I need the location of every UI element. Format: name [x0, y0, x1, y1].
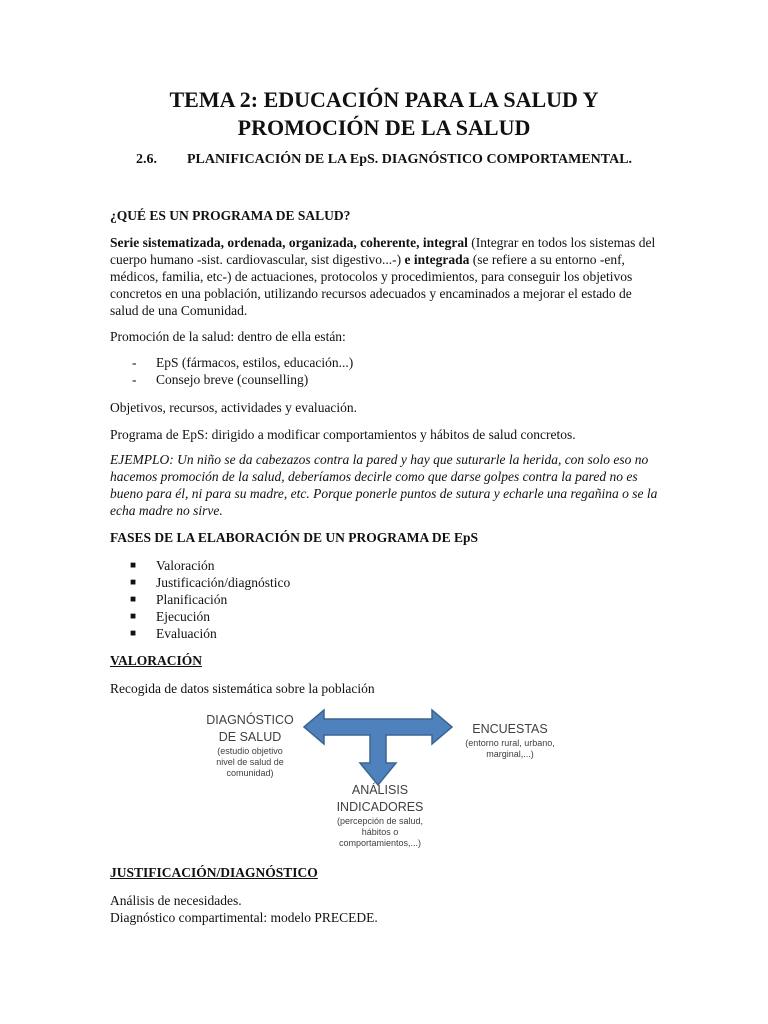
list-item: ■ Justificación/diagnóstico — [130, 575, 291, 590]
definition-part1: Serie sistematizada, ordenada, organizada, coherente, integral — [110, 235, 468, 250]
definition-part4: (se refiere a su entorno -enf, médicos, familia, etc-) de actuaciones, protocolos y procedimientos, para conseguir los objetivos concretos en una población, utilizando recursos adecuados y encaminados a mejorar el estado de salud de una Comunidad. — [110, 252, 633, 318]
valoracion-diagram — [200, 705, 560, 855]
fases-list — [110, 557, 290, 642]
heading-justificacion: JUSTIFICACIÓN/DIAGNÓSTICO — [110, 865, 318, 880]
t-arrow-shape — [304, 710, 452, 785]
document-title-line1: TEMA 2: EDUCACIÓN PARA LA SALUD Y — [169, 87, 599, 112]
ejemplo-paragraph: EJEMPLO: Un niño se da cabezazos contra la pared y hay que suturarle la herida, con solo eso no hacemos promoción de la salud, deberíamos decirle como que darse golpes contra la pared no es bueno para él, ni para su madre, etc. Porque ponerle puntos de sutura y echarle una regañina o se la echa madre no sirve. — [110, 452, 658, 518]
promocion-line: Promoción de la salud: dentro de ella están: — [110, 329, 346, 344]
list-item: - Consejo breve (counselling) — [132, 372, 309, 387]
heading-valoracion: VALORACIÓN — [110, 653, 203, 668]
list-item: ■ Ejecución — [130, 609, 210, 624]
programa-line: Programa de EpS: dirigido a modificar comportamientos y hábitos de salud concretos. — [110, 427, 576, 442]
list-item: ■ Evaluación — [130, 626, 217, 641]
diagnostico-salud-label: DIAGNÓSTICO DE SALUD (estudio objetivo nivel de salud de comunidad) — [206, 713, 294, 778]
document-title-line2: PROMOCIÓN DE LA SALUD — [237, 115, 531, 140]
valoracion-text: Recogida de datos sistemática sobre la población — [110, 681, 375, 696]
list-item: ■ Valoración — [130, 558, 215, 573]
list-item: - EpS (fármacos, estilos, educación...) — [132, 355, 354, 370]
justificacion-line1: Análisis de necesidades. — [110, 893, 242, 908]
section-subtitle — [0, 152, 768, 168]
analisis-indicadores-label: ANÁLISIS INDICADORES (percepción de salud, hábitos o comportamientos,...) — [336, 783, 424, 848]
encuestas-label: ENCUESTAS (entorno rural, urbano, marginal,...) — [465, 722, 555, 759]
objetivos-line: Objetivos, recursos, actividades y evaluación. — [110, 400, 358, 415]
list-item: ■ Planificación — [130, 592, 228, 607]
definition-part2: (Integrar en todos los sistemas del cuerpo humano -sist. cardiovascular, sist digestivo...-) — [110, 235, 656, 267]
heading-que-es-programa: ¿QUÉ ES UN PROGRAMA DE SALUD? — [110, 208, 351, 223]
promocion-list — [110, 354, 353, 388]
heading-fases: FASES DE LA ELABORACIÓN DE UN PROGRAMA DE EpS — [110, 530, 479, 545]
section-subtitle-text: PLANIFICACIÓN DE LA EpS. DIAGNÓSTICO COMPORTAMENTAL. — [186, 152, 633, 167]
definition-paragraph — [110, 234, 660, 319]
section-number: 2.6. — [135, 152, 157, 167]
justificacion-line2: Diagnóstico compartimental: modelo PRECEDE. — [110, 910, 378, 925]
definition-part3: e integrada — [404, 252, 470, 267]
